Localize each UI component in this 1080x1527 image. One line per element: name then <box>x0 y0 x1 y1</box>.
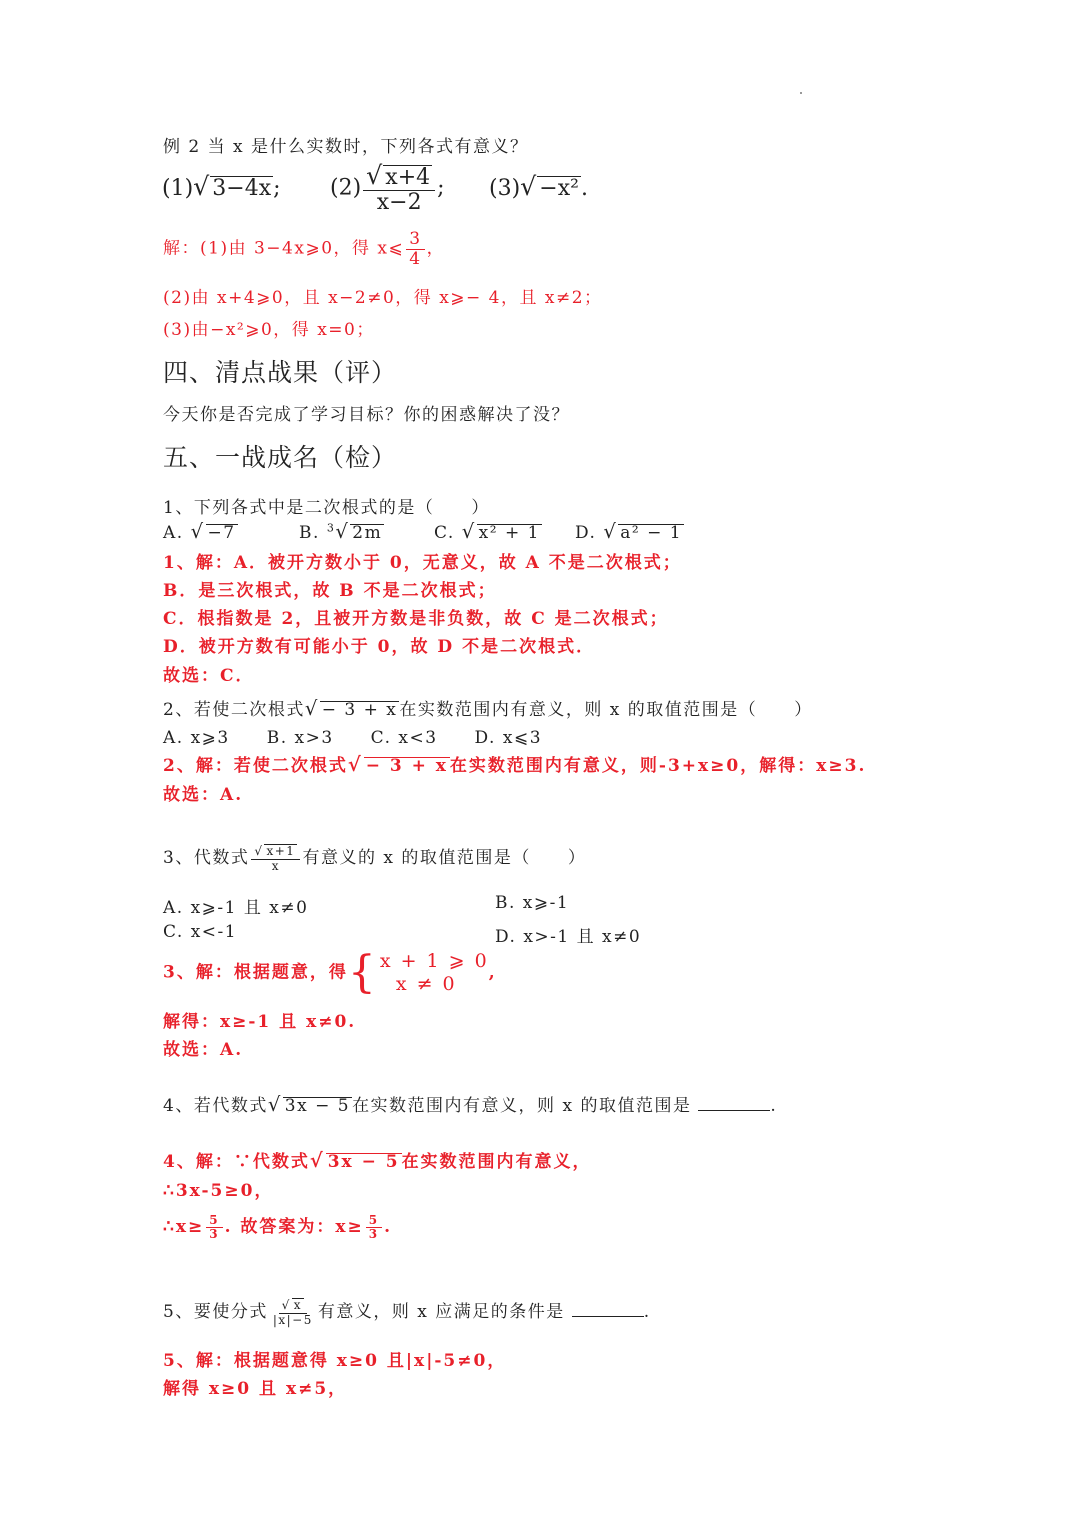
option-radicand: −7 <box>207 523 236 543</box>
q1-solution-line-1: 1、解：A．被开方数小于 0，无意义，故 A 不是二次根式； <box>163 553 682 573</box>
radical-icon: √ <box>366 161 383 190</box>
section-4-text: 今天你是否完成了学习目标？你的困惑解决了没？ <box>163 405 570 425</box>
part-1-label: (1) <box>162 176 194 201</box>
q3-stem-pre: 3、代数式 <box>163 848 250 868</box>
radical-icon: √ <box>304 697 319 720</box>
q4-solution-3-end: . <box>384 1217 393 1237</box>
q1-solution-line-4: D．被开方数有可能小于 0，故 D 不是二次根式． <box>163 637 596 657</box>
radical-icon: √ <box>281 1298 291 1313</box>
radical-icon: √ <box>347 753 363 776</box>
q3-denominator: x <box>271 858 281 873</box>
q4-stem <box>163 1091 777 1116</box>
q2-options: A. x⩾3 B. x>3 C. x<3 D. x⩽3 <box>163 728 543 748</box>
q5-solution-line-1: 5、解：根据题意得 x≥0 且|x|-5≠0， <box>163 1351 507 1371</box>
scan-dot <box>800 92 802 94</box>
option-radicand: a² − 1 <box>620 523 683 543</box>
radical-icon: √ <box>603 520 618 543</box>
q2-solution-line-1 <box>163 751 866 776</box>
q3-solution-line-3: 故选：A. <box>163 1040 244 1060</box>
radical-icon: √ <box>267 1093 282 1116</box>
q5-solution-line-2: 解得 x≥0 且 x≠5， <box>163 1379 348 1399</box>
q4-fraction-1 <box>206 1214 222 1241</box>
radical-icon: √ <box>190 520 205 543</box>
q4-fraction-2 <box>366 1214 382 1241</box>
radical-icon: √ <box>254 844 264 859</box>
part-3-end: . <box>580 176 588 201</box>
q3-option-b: B. x⩾-1 <box>495 893 570 913</box>
q2-radicand: − 3 + x <box>321 700 398 720</box>
q1-option-d <box>575 520 684 543</box>
radical-icon: √ <box>335 520 350 543</box>
q2-solution-radicand: − 3 + x <box>365 756 448 776</box>
q4-radicand: 3x − 5 <box>284 1096 351 1116</box>
q4-answer-blank[interactable] <box>698 1096 770 1111</box>
fraction-numerator: 5 <box>366 1214 382 1228</box>
q5-fraction <box>270 1298 316 1326</box>
q4-stem-pre: 4、若代数式 <box>163 1096 268 1116</box>
q1-stem: 1、下列各式中是二次根式的是（ ） <box>163 498 490 518</box>
solution-1-fraction <box>406 230 424 268</box>
part-1-radicand: 3−4x <box>212 176 272 201</box>
q2-stem <box>163 695 813 720</box>
radical-icon: √ <box>193 172 210 201</box>
q5-stem-end: . <box>643 1302 651 1322</box>
fraction-numerator: 3 <box>406 230 424 250</box>
part-2-end: ; <box>437 175 445 201</box>
part-2-fraction <box>363 162 435 215</box>
example-2-part-1 <box>162 172 281 201</box>
q4-solution-3-pre: ∴x≥ <box>163 1217 205 1237</box>
part-2-denominator: x−2 <box>376 190 422 216</box>
q2-stem-pre: 2、若使二次根式 <box>163 700 305 720</box>
option-radicand: 2m <box>352 523 383 543</box>
part-3-label: (3) <box>489 176 521 201</box>
q3-solution-end: , <box>488 962 497 983</box>
example-2-part-3 <box>489 172 588 201</box>
q1-solution-line-5: 故选：C． <box>163 666 255 686</box>
q5-numerator: x <box>293 1298 303 1313</box>
part-2-label: (2) <box>330 175 362 201</box>
option-label: D. <box>575 523 597 543</box>
q4-solution-post: 在实数范围内有意义， <box>401 1152 592 1172</box>
example-2-solution-1 <box>163 230 445 268</box>
q3-option-d: D. x>-1 且 x≠0 <box>495 927 642 947</box>
system-row-1: x + 1 ⩾ 0 <box>379 950 489 972</box>
option-label: A. <box>163 523 184 543</box>
q3-fraction <box>251 844 300 872</box>
part-3-radicand: −x² <box>539 176 579 201</box>
example-2-part-2 <box>330 162 445 215</box>
option-label: B. <box>299 523 320 543</box>
q4-solution-radicand: 3x − 5 <box>327 1152 400 1172</box>
part-1-end: ; <box>273 176 281 201</box>
example-2-solution-3: (3)由−x²⩾0，得 x=0； <box>163 320 375 340</box>
option-radicand: x² + 1 <box>478 523 540 543</box>
q4-solution-line-2: ∴3x-5≥0， <box>163 1181 274 1201</box>
q3-solution-line-1 <box>163 946 497 998</box>
q1-solution-line-3: C．根指数是 2，且被开方数是非负数，故 C 是二次根式； <box>163 609 669 629</box>
solution-1-text: 解：(1)由 3−4x⩾0，得 x⩽ <box>163 238 405 259</box>
radical-icon: √ <box>309 1149 325 1172</box>
fraction-denominator: 3 <box>368 1227 380 1241</box>
q4-solution-3-mid: . 故答案为：x≥ <box>224 1217 364 1237</box>
q1-option-b <box>299 520 384 543</box>
q3-numerator: x+1 <box>266 844 296 859</box>
example-2-solution-2: (2)由 x+4⩾0，且 x−2≠0，得 x⩾− 4，且 x≠2； <box>163 288 603 308</box>
solution-1-end: ， <box>426 238 446 259</box>
q4-solution-line-3 <box>163 1212 392 1241</box>
fraction-denominator: 3 <box>209 1227 220 1241</box>
q4-stem-end: . <box>770 1096 778 1116</box>
section-5-heading: 五、一战成名（检） <box>163 443 398 472</box>
q3-solution-pre: 3、解：根据题意，得 <box>163 962 348 983</box>
fraction-numerator: 5 <box>206 1214 222 1228</box>
root-index: 3 <box>326 521 336 535</box>
q2-solution-post: 在实数范围内有意义，则-3+x≥0，解得：x≥3. <box>449 756 867 776</box>
part-2-numerator: x+4 <box>385 165 431 190</box>
q1-solution-line-2: B．是三次根式，故 B 不是二次根式； <box>163 581 497 601</box>
q5-answer-blank[interactable] <box>572 1302 644 1317</box>
q5-stem-pre: 5、要使分式 <box>163 1302 268 1322</box>
q5-stem-post: 有意义，则 x 应满足的条件是 <box>317 1302 565 1322</box>
q2-solution-pre: 2、解：若使二次根式 <box>163 756 348 776</box>
left-brace-icon: { <box>347 946 378 998</box>
q4-stem-post: 在实数范围内有意义，则 x 的取值范围是 <box>352 1096 692 1116</box>
q1-option-c <box>434 520 542 543</box>
q3-system <box>347 946 489 998</box>
radical-icon: √ <box>520 172 537 201</box>
q5-denominator: |x|−5 <box>272 1312 313 1327</box>
radical-icon: √ <box>461 520 476 543</box>
q3-option-a: A. x⩾-1 且 x≠0 <box>163 898 309 918</box>
q2-solution-line-2: 故选：A. <box>163 785 244 805</box>
q5-stem <box>163 1297 651 1327</box>
q3-stem <box>163 843 586 873</box>
section-4-heading: 四、清点战果（评） <box>163 358 398 387</box>
q2-stem-post: 在实数范围内有意义，则 x 的取值范围是（ ） <box>399 700 813 720</box>
q3-solution-line-2: 解得：x≥-1 且 x≠0. <box>163 1012 357 1032</box>
fraction-denominator: 4 <box>409 248 422 269</box>
q4-solution-pre: 4、解：∵代数式 <box>163 1152 310 1172</box>
q3-stem-post: 有意义的 x 的取值范围是（ ） <box>302 848 587 868</box>
option-label: C. <box>434 523 455 543</box>
q3-option-c: C. x<-1 <box>163 922 238 942</box>
q4-solution-line-1 <box>163 1147 592 1172</box>
q1-option-a <box>163 520 238 543</box>
example-2-title: 例 2 当 x 是什么实数时，下列各式有意义？ <box>163 137 529 157</box>
system-row-2: x ≠ 0 <box>395 972 457 995</box>
